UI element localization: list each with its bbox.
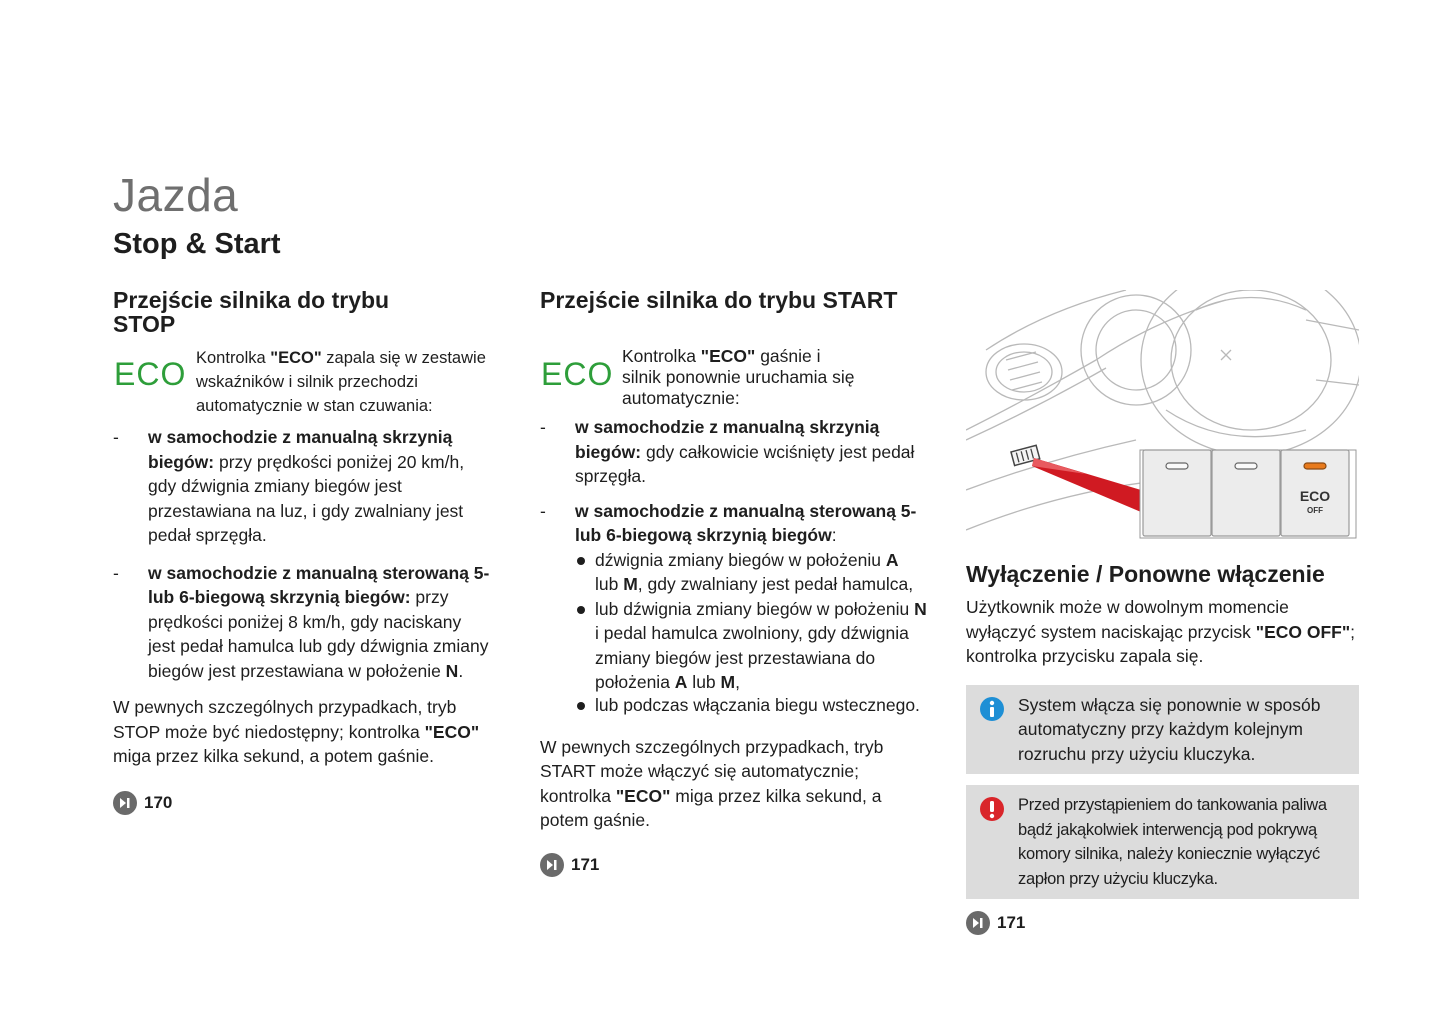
eco-indicator-icon: ECO <box>541 356 614 392</box>
list-item: lub podczas włączania biegu wstecznego. <box>575 695 932 715</box>
section-title: Stop & Start <box>113 228 281 260</box>
disable-heading: Wyłączenie / Ponowne włączenie <box>966 561 1325 587</box>
page-ref-icon <box>113 791 137 815</box>
start-heading: Przejście silnika do trybu START <box>540 287 898 313</box>
eco-indicator-icon: ECO <box>114 356 187 392</box>
page-ref-link[interactable]: 170 <box>113 791 493 815</box>
chapter-title: Jazda <box>113 169 239 221</box>
off-button-label: OFF <box>1307 506 1323 515</box>
stop-heading: Przejście silnika do trybu STOP <box>113 287 390 337</box>
warning-icon <box>979 796 1005 830</box>
info-note: System włącza się ponownie w sposób automatyczny przy każdym kolejnym rozruchu przy użyciu kluczyka. <box>966 685 1359 775</box>
page-ref-link[interactable]: 171 <box>540 853 932 877</box>
warning-note: Przed przystąpieniem do tankowania paliwa bądź jakąkolwiek interwencją pod pokrywą komory silnika, należy koniecznie wyłączyć zapłon przy użyciu kluczyka. <box>966 785 1359 899</box>
stop-list <box>113 425 493 815</box>
start-paragraph: W pewnych szczególnych przypadkach, tryb START może włączyć się automatycznie; kontrolka "ECO" miga przez kilka sekund, a potem gaśnie. <box>540 736 884 830</box>
dashboard-illustration <box>966 290 1359 552</box>
list-item: - w samochodzie z manualną skrzynią biegów: przy prędkości poniżej 20 km/h, gdy dźwignia zmiany biegów jest przestawiana na luz, i gdy zwalniany jest pedał sprzęgła. <box>113 427 465 545</box>
disable-column <box>966 562 1359 935</box>
start-column <box>540 288 940 312</box>
stop-column <box>113 288 508 336</box>
list-item: lub dźwignia zmiany biegów w położeniu N i pedal hamulca zwolniony, gdy dźwignia zmiany biegów jest przestawiana do położenia A lub M, <box>575 597 932 695</box>
start-list <box>540 415 932 877</box>
eco-off-led <box>1304 463 1326 469</box>
start-intro: Kontrolka "ECO" gaśnie i silnik ponownie uruchamia się automatycznie: <box>622 346 855 408</box>
list-item: - w samochodzie z manualną sterowaną 5- lub 6-biegową skrzynią biegów: dźwignia zmiany biegów w położeniu A lub M, gdy zwalniany jest pedał hamulca, lub dźwignia zmiany biegów w położeniu N i pedal hamulca zwolniony, gdy dźwignia zmiany biegów jest przestawiana do położenia A lub M, lub podczas włączania biegu wstecznego. <box>540 499 932 715</box>
disable-paragraph: Użytkownik może w dowolnym momencie wyłączyć system naciskając przycisk "ECO OFF"; kontrolka przycisku zapala się. <box>966 597 1356 666</box>
stop-paragraph: W pewnych szczególnych przypadkach, tryb STOP może być niedostępny; kontrolka "ECO" miga przez kilka sekund, a potem gaśnie. <box>113 697 480 766</box>
info-icon <box>979 696 1005 729</box>
list-item: dźwignia zmiany biegów w położeniu A lub M, gdy zwalniany jest pedał hamulca, <box>575 548 932 597</box>
eco-button-label: ECO <box>1299 488 1331 504</box>
dashboard-drawing <box>966 290 1359 552</box>
page-ref-icon <box>540 853 564 877</box>
stop-intro: Kontrolka "ECO" zapala się w zestawie wskaźników i silnik przechodzi automatycznie w stan czuwania: <box>196 349 486 415</box>
list-item: - w samochodzie z manualną skrzynią biegów: gdy całkowicie wciśnięty jest pedał sprzęgła. <box>540 417 915 486</box>
page-ref-link[interactable]: 171 <box>966 911 1359 935</box>
list-item: - w samochodzie z manualną sterowaną 5- lub 6-biegową skrzynią biegów: przy prędkości poniżej 8 km/h, gdy naciskany jest pedał hamulca lub gdy dźwignia zmiany biegów jest przestawiana w położenie N. <box>113 562 490 681</box>
page-ref-icon <box>966 911 990 935</box>
